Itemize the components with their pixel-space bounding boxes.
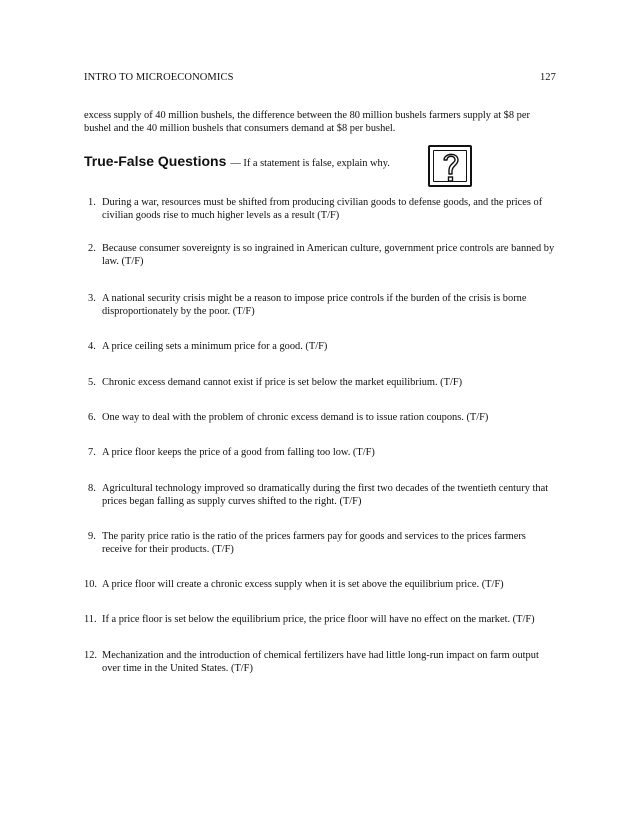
question-text: Mechanization and the introduction of chemical fertilizers have had little long-run impact on farm output over time in the United States. (T/F) xyxy=(102,650,539,675)
question-item xyxy=(84,649,554,675)
question-text: Agricultural technology improved so dramatically during the first two decades of the twentieth century that prices began falling as supply curves shifted to the right. (T/F) xyxy=(102,483,549,508)
question-text: Because consumer sovereignty is so ingrained in American culture, government price controls are banned by law. (T/F) xyxy=(102,243,555,268)
question-number: 6. xyxy=(88,412,96,423)
intro-paragraph: excess supply of 40 million bushels, the difference between the 80 million bushels farmers supply at $8 per bushel and the 40 million bushels that consumers demand at $8 per bushel. xyxy=(84,110,530,134)
question-number: 10. xyxy=(84,579,97,590)
question-text: If a price floor is set below the equilibrium price, the price floor will have no effect on the market. (T/F) xyxy=(102,614,535,625)
question-item xyxy=(84,578,554,591)
question-number: 3. xyxy=(88,293,96,304)
question-mark-icon xyxy=(428,145,472,187)
question-item xyxy=(88,340,558,353)
question-text: Chronic excess demand cannot exist if price is set below the market equilibrium. (T/F) xyxy=(102,377,463,388)
question-item xyxy=(88,376,558,389)
question-number: 7. xyxy=(88,447,96,458)
question-text: During a war, resources must be shifted from producing civilian goods to defense goods, and the prices of civilian goods rise to much higher levels as a result (T/F) xyxy=(102,197,543,222)
question-item xyxy=(88,482,558,508)
question-number: 4. xyxy=(88,341,96,352)
question-text: The parity price ratio is the ratio of the prices farmers pay for goods and services to the prices farmers receive for their products. (T/F) xyxy=(102,531,526,556)
question-item xyxy=(88,411,558,424)
question-number: 5. xyxy=(88,377,96,388)
question-number: 9. xyxy=(88,531,96,542)
question-item xyxy=(88,530,558,556)
header-title: INTRO TO MICROECONOMICS xyxy=(84,72,234,83)
question-text: One way to deal with the problem of chronic excess demand is to issue ration coupons. (T/F) xyxy=(102,412,489,423)
question-item xyxy=(84,613,554,626)
question-mark-glyph xyxy=(440,150,462,184)
question-item xyxy=(88,292,558,318)
question-item xyxy=(88,446,558,459)
question-number: 12. xyxy=(84,650,97,661)
question-text: A price ceiling sets a minimum price for a good. (T/F) xyxy=(102,341,328,352)
section-title: True-False Questions xyxy=(84,153,227,169)
question-number: 11. xyxy=(84,614,97,625)
question-item xyxy=(88,242,558,268)
question-number: 2. xyxy=(88,243,96,254)
section-subtitle: — If a statement is false, explain why. xyxy=(230,158,390,169)
question-item xyxy=(88,196,558,222)
question-text: A price floor will create a chronic excess supply when it is set above the equilibrium price. (T/F) xyxy=(102,579,504,590)
question-number: 8. xyxy=(88,483,96,494)
question-number: 1. xyxy=(88,197,96,208)
page-header xyxy=(84,72,556,83)
page-number: 127 xyxy=(539,72,556,83)
question-text: A price floor keeps the price of a good from falling too low. (T/F) xyxy=(102,447,375,458)
question-text: A national security crisis might be a reason to impose price controls if the burden of the crisis is borne disproportionately by the poor. (T/F) xyxy=(102,293,527,318)
section-heading xyxy=(84,153,390,169)
